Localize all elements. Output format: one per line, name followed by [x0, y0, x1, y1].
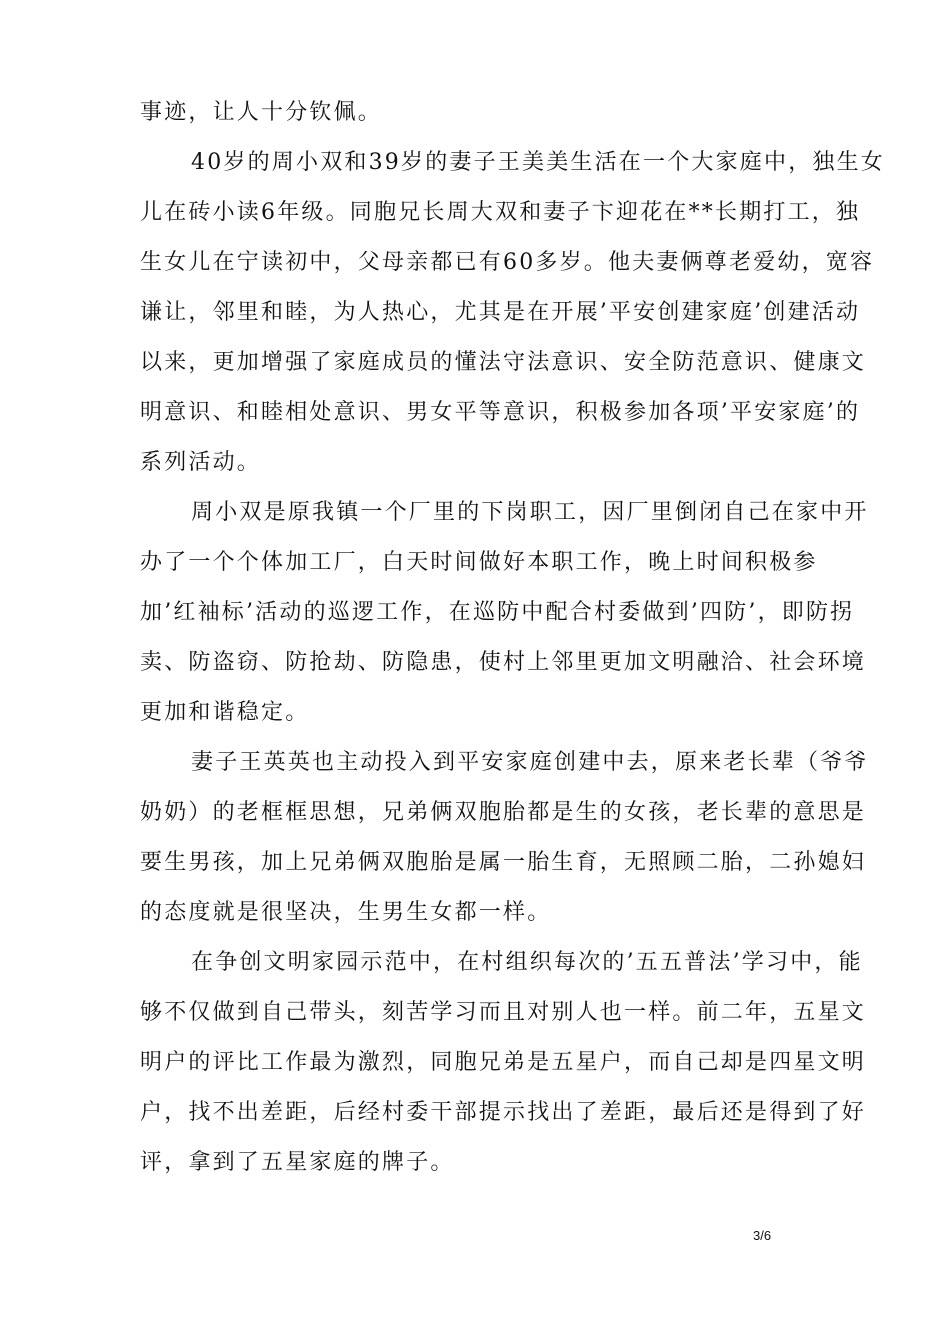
text-line: 以来，更加增强了家庭成员的懂法守法意识、安全防范意识、健康文: [140, 350, 867, 375]
text-line: 更加和谐稳定。: [140, 700, 310, 725]
text-line: 够不仅做到自己带头，刻苦学习而且对别人也一样。前二年，五星文: [140, 1000, 867, 1025]
text-line: 户，找不出差距，后经村委干部提示找出了差距，最后还是得到了好: [140, 1100, 867, 1125]
text-line: 明户的评比工作最为激烈，同胞兄弟是五星户，而自己却是四星文明: [140, 1050, 867, 1075]
text-line: 生女儿在宁读初中，父母亲都已有60多岁。他夫妻俩尊老爱幼，宽容: [140, 250, 875, 275]
text-line: 卖、防盗窃、防抢劫、防隐患，使村上邻里更加文明融洽、社会环境: [140, 650, 867, 675]
text-line: 的态度就是很坚决，生男生女都一样。: [140, 900, 552, 925]
text-line: 要生男孩，加上兄弟俩双胞胎是属一胎生育，无照顾二胎，二孙媳妇: [140, 850, 867, 875]
text-line: 40岁的周小双和39岁的妻子王美美生活在一个大家庭中，独生女: [191, 150, 885, 175]
text-line: 加’红袖标’活动的巡逻工作，在巡防中配合村委做到’四防’，即防拐: [140, 600, 855, 625]
text-line: 事迹，让人十分钦佩。: [140, 100, 383, 125]
text-line: 在争创文明家园示范中，在村组织每次的’五五普法’学习中，能: [191, 950, 863, 975]
text-line: 评，拿到了五星家庭的牌子。: [140, 1150, 455, 1175]
text-line: 周小双是原我镇一个厂里的下岗职工，因厂里倒闭自己在家中开: [191, 500, 869, 525]
text-line: 儿在砖小读6年级。同胞兄长周大双和妻子卞迎花在**长期打工，独: [140, 200, 861, 225]
text-line: 妻子王英英也主动投入到平安家庭创建中去，原来老长辈（爷爷: [191, 750, 869, 775]
text-line: 办了一个个体加工厂，白天时间做好本职工作，晚上时间积极参: [140, 550, 818, 575]
text-line: 谦让，邻里和睦，为人热心，尤其是在开展’平安创建家庭’创建活动: [140, 300, 861, 325]
page-number: 3/6: [753, 1228, 772, 1243]
text-line: 系列活动。: [140, 450, 262, 475]
text-line: 明意识、和睦相处意识、男女平等意识，积极参加各项’平安家庭’的: [140, 400, 861, 425]
text-line: 奶奶）的老框框思想，兄弟俩双胞胎都是生的女孩，老长辈的意思是: [140, 800, 867, 825]
